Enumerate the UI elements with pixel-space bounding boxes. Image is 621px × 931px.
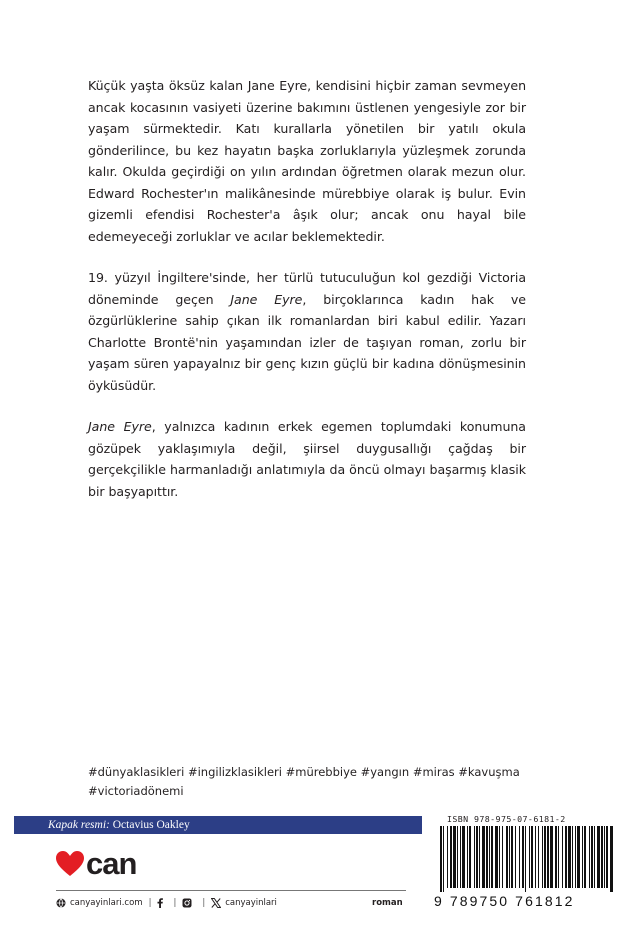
barcode-bar (565, 826, 567, 888)
website-link[interactable]: canyayinlari.com (70, 898, 143, 908)
barcode-bar (489, 826, 490, 888)
barcode-bar (443, 826, 444, 892)
barcode-bar (450, 826, 452, 888)
footer-divider (56, 890, 406, 891)
facebook-icon[interactable] (157, 898, 163, 908)
isbn-barcode-digits: 9 789750 761812 (434, 893, 575, 909)
hashtags: #dünyaklasikleri #ingilizklasikleri #mürebbiye #yangın #miras #kavuşma #victoriadönemi (88, 765, 520, 798)
isbn-label: ISBN 978-975-07-6181-2 (447, 814, 566, 824)
barcode-bar (589, 826, 590, 888)
barcode-bar (591, 826, 593, 888)
barcode-bar (511, 826, 513, 888)
barcode-bar (555, 826, 557, 888)
blurb-paragraph-2 (88, 267, 526, 396)
barcode-bar (486, 826, 488, 888)
x-twitter-icon[interactable] (211, 898, 221, 908)
cover-credit-name: Octavius Oakley (112, 819, 190, 831)
cover-credit-label: Kapak resmi: (48, 819, 110, 831)
barcode-bar (562, 826, 563, 888)
barcode-bar (547, 826, 549, 888)
barcode-bar (502, 826, 503, 888)
blurb-p2-start: 19. yüzyıl İngiltere'sinde, her türlü tutuculuğun kol gezdiği Victoria döneminde geçen (88, 270, 526, 307)
barcode-bar (519, 826, 520, 888)
barcode-bar (476, 826, 478, 888)
footer-separator: | (202, 898, 206, 908)
blurb-paragraph-3 (88, 416, 526, 502)
barcode-bar (577, 826, 580, 888)
barcode-bar (604, 826, 605, 888)
barcode-bar (457, 826, 458, 888)
book-title-italic: Jane Eyre (230, 291, 303, 307)
book-title-italic: Jane Eyre (88, 419, 152, 434)
cover-credit (48, 816, 190, 834)
barcode-bar (575, 826, 576, 888)
publisher-logo (56, 847, 136, 881)
blurb-p3-end: , yalnızca kadının erkek egemen toplumdaki konumuna gözüpek yaklaşımıyla değil, şiirsel duygusallığı çağdaş bir gerçekçilikle harmanladığı anlatımıyla da öncü olmayı başarmış klasik bir başyapıttır. (88, 419, 526, 499)
instagram-icon[interactable] (182, 898, 192, 908)
barcode-bar (491, 826, 493, 888)
barcode-bar (453, 826, 456, 888)
barcode-bar (597, 826, 600, 888)
publisher-footer (56, 896, 277, 910)
barcode-bar (522, 826, 524, 888)
barcode-bar (558, 826, 559, 888)
barcode-bar (467, 826, 468, 888)
barcode-bar (572, 826, 573, 888)
blurb-paragraph-1: Küçük yaşta öksüz kalan Jane Eyre, kendisini hiçbir zaman sevmeyen ancak kocasının vasiyeti üzerine bakımını üstlenen yengesiyle zor bir yaşam sürmektedir. Katı kurallarla yönetilen bir yatılı okula gönderilince, bu kez hayatın başka zorluklarıyla yüzleşmek zorunda kalır. Okulda geçirdiği on yılın ardından öğretmen olarak mezun olur. Edward Rochester'ın malikânesinde mürebbiye olarak iş bulur. Evin gizemli efendisi Rochester'a âşık olur; ancak onu hayal bile edemeyeceği zorluklar ve acılar beklemektedir. (88, 78, 526, 244)
globe-icon (56, 898, 66, 908)
footer-separator: | (148, 898, 152, 908)
isbn-barcode (434, 826, 618, 892)
barcode-bar (469, 826, 471, 888)
barcode-bar (499, 826, 500, 888)
barcode-bar (525, 826, 526, 892)
barcode-bar (447, 826, 448, 888)
blurb-p2-end: , birçoklarınca kadın hak ve özgürlüklerine sahip çıkan ilk romanlardan biri kabul edilir. Yazarı Charlotte Brontë'nin yaşamından izler de taşıyan roman, zorlu bir yaşam süren yapayalnız bir genç kızın güçlü bir kadına dönüşmesinin öyküsüdür. (88, 291, 526, 393)
barcode-bar (506, 826, 508, 888)
genre-label: roman (372, 898, 403, 908)
barcode-bar (474, 826, 475, 888)
barcode-bar (568, 826, 571, 888)
barcode-bar (538, 826, 539, 888)
heart-icon (56, 851, 84, 877)
social-handle[interactable]: canyayinlari (225, 898, 277, 908)
barcode-bar (535, 826, 536, 888)
barcode-bar (544, 826, 546, 888)
barcode-bar (440, 826, 442, 892)
barcode-bar (460, 826, 461, 888)
barcode-bar (495, 826, 498, 888)
barcode-bar (529, 826, 530, 888)
barcode-bar (515, 826, 516, 888)
barcode-bar (601, 826, 603, 888)
barcode-bar (509, 826, 510, 888)
publisher-logo-text: can (86, 846, 137, 881)
barcode-bar (531, 826, 533, 888)
barcode-bar (462, 826, 465, 888)
barcode-bar (610, 826, 613, 892)
barcode-bar (594, 826, 595, 888)
barcode-bar (550, 826, 553, 888)
footer-separator: | (173, 898, 177, 908)
barcode-bar (584, 826, 586, 888)
barcode-bar (582, 826, 583, 888)
barcode-bar (482, 826, 485, 888)
barcode-bar (479, 826, 480, 888)
back-cover-blurb (88, 75, 526, 522)
barcode-bar (542, 826, 543, 888)
barcode-bar (606, 826, 608, 888)
